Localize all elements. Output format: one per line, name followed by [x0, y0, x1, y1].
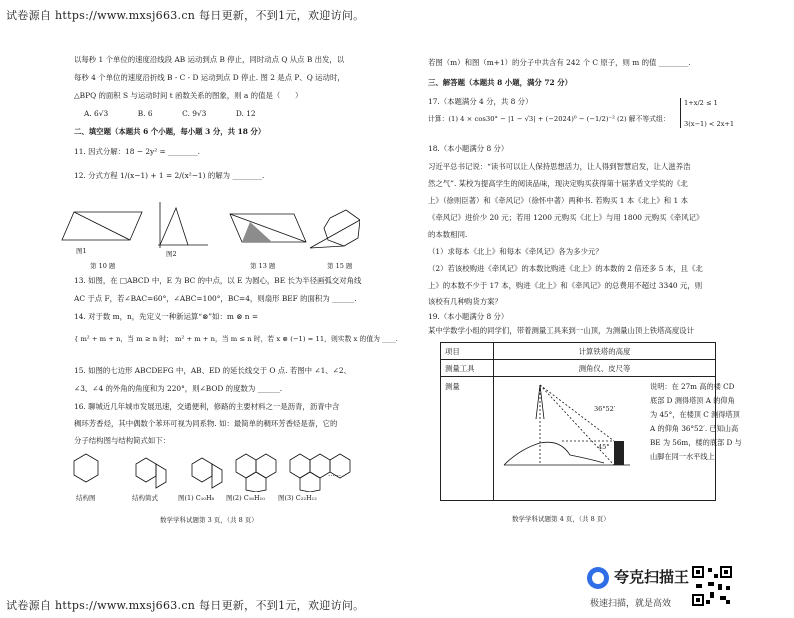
- text-line: 13. 如图，在 □ABCD 中，E 为 BC 的中点，以 E 为圆心，BE 长为半径画弧交对角线: [74, 276, 362, 285]
- source-banner-bottom: 试卷源自 https://www.mxsj663.cn 每日更新，不到1元，欢迎访问。: [6, 599, 365, 612]
- inequality-2: 3(x−1) < 2x+1: [684, 120, 735, 128]
- inequality-1: 1+x/2 ≤ 1: [684, 99, 718, 107]
- fig-label: 图1: [76, 247, 87, 255]
- benzene-label: ……: [328, 470, 341, 478]
- question-17: 计算：(1) 4 × cos30° − |1 − √3| + (−2024)⁰ − (−1/2)⁻² (2) 解不等式组：: [428, 115, 670, 123]
- text-line: 该校有几种购货方案？: [428, 297, 502, 306]
- table-cell: 项目: [441, 343, 494, 360]
- section-heading: 二、填空题（本题共 6 个小题，每小题 3 分，共 18 分）: [74, 127, 266, 136]
- scanner-logo-slogan: 极速扫描，就是高效: [590, 599, 672, 609]
- figures-row: [60, 200, 360, 268]
- fig-caption: 第 13 题: [250, 262, 276, 270]
- text-line: { m² + m + n，当 m ≥ n 时； m² + m + n，当 m ≤ n 时，若 x ⊗ (−1) = 11，则实数 x 的值为 ____.: [74, 335, 398, 343]
- benzene-label: 结构简式: [132, 494, 158, 502]
- benzene-label: 结构图: [76, 494, 96, 502]
- text-line: 以每秒 1 个单位的速度沿线段 AB 运动到点 B 停止，同时动点 Q 从点 B 出发，以: [74, 55, 345, 64]
- tower-diagram: [500, 379, 632, 499]
- fig-label: 图2: [166, 250, 177, 258]
- fig-caption: 第 15 题: [327, 262, 353, 270]
- text-line: 上》的本数不少于 17 本，购进《北上》和《牵风记》的总费用不超过 3340 元，则: [428, 281, 703, 290]
- source-banner-top: 试卷源自 https://www.mxsj663.cn 每日更新，不到1元，欢迎访问。: [6, 9, 365, 22]
- text-line: 每秒 4 个单位的速度沿折线 B - C - D 运动到点 D 停止. 图 2 是点 P、Q 运动时，: [74, 73, 345, 82]
- question-19-title: 19.（本小题满分 8 分）: [428, 312, 509, 321]
- table-cell: 计算铁塔的高度: [494, 343, 716, 360]
- question-17-title: 17.（本题满分 4 分，共 8 分）: [428, 97, 533, 106]
- text-line: 然之气”. 某校为提高学生的阅读品味，现决定购买获得第十届茅盾文学奖的《北: [428, 179, 688, 188]
- benzene-label: 图(2) C₁₆H₁₀: [226, 494, 265, 502]
- measurement-description: 说明：在 27m 高的楼 CD 底部 D 测得塔顶 A 的仰角 为 45°，在楼顶 C 测得塔顶 A 的仰角 36°52′. 已知山高 BE 为 56m，楼的底部 D 与 山脚在同一水平线上: [650, 382, 742, 461]
- angle-label: 36°52′: [594, 405, 616, 413]
- fig-caption: 第 10 题: [90, 262, 116, 270]
- table-cell: 测量工具: [441, 360, 494, 377]
- text-line: 分子结构图与结构简式如下：: [74, 436, 171, 445]
- scanner-logo-icon: [587, 567, 609, 589]
- text-line: 14. 对于数 m，n，先定义一种新运算“⊗”如：m ⊗ n =: [74, 312, 259, 321]
- page-footer: 数学学科试题第 3 页，（共 8 页）: [160, 516, 258, 524]
- text-line: △BPQ 的面积 S 与运动时间 t 函数关系的图象，则 a 的值是（ ）: [74, 91, 303, 100]
- benzene-figures: [64, 450, 364, 492]
- text-line: （2）若该校购进《牵风记》的本数比购进《北上》的本数的 2 倍还多 5 本，且《北: [428, 264, 703, 273]
- table-cell: 测角仪、皮尺等: [494, 360, 716, 377]
- text-line: 若图（m）和图（m+1）的分子中共含有 242 个 C 原子，则 m 的值 ________.: [428, 58, 691, 67]
- heptagon-figure: [324, 210, 360, 246]
- text-line: AC 于点 F，若∠BAC=60°，∠ABC=100°，BC=4，则扇形 BEF 的面积为 ______.: [74, 294, 357, 303]
- text-line: 16. 聊城近几年城市发展迅速，交通便利，修路的主要材料之一是沥青，沥青中含: [74, 402, 340, 411]
- section-heading: 三、解答题（本题共 8 小题，满分 72 分）: [428, 78, 572, 87]
- angle-label: 45°: [598, 443, 610, 451]
- question-18-title: 18.（本小题满分 8 分）: [428, 144, 509, 153]
- text-line: 的本数相同.: [428, 230, 468, 239]
- qr-code: [692, 566, 732, 606]
- text-line: 《牵风记》进价少 20 元；若用 1200 元购买《北上》与用 1800 元购买《牵风记》: [428, 213, 704, 222]
- text-line: 15. 如图的七边形 ABCDEFG 中，AB、ED 的延长线交于 O 点. 若图中 ∠1、∠2、: [74, 366, 351, 375]
- table-cell: 测量: [441, 377, 494, 501]
- benzene-label: 图(3) C₂₂H₁₂: [278, 494, 317, 502]
- question-11: 11. 因式分解：18 − 2y² = ________.: [74, 147, 200, 156]
- text-line: 上》（徐则臣著）和《牵风记》（徐怀中著）两种书. 若购买 1 本《北上》和 1 本: [428, 196, 688, 205]
- question-12: 12. 分式方程 1/(x−1) + 1 = 2/(x²−1) 的解为 ________.: [74, 171, 265, 180]
- text-line: 某中学数学小组的同学们，带着测量工具来到一山顶，为测量山顶上铁塔高度设计: [428, 326, 695, 335]
- brace: [680, 98, 683, 128]
- text-line: （1）求每本《北上》和每本《牵风记》各为多少元？: [428, 247, 603, 256]
- measurement-table: [440, 342, 742, 501]
- page-footer: 数学学科试题第 4 页，（共 8 页）: [512, 515, 610, 523]
- benzene-label: 图(1) C₁₀H₈: [178, 494, 215, 502]
- text-line: 稠环芳香烃，其中偶数个苯环可视为同系物. 如：最简单的稠环芳香烃是萘，它的: [74, 419, 338, 428]
- graph-curve: [160, 208, 188, 245]
- text-line: ∠3、∠4 的外角的角度和为 220°，则∠BOD 的度数为 ______.: [74, 384, 283, 393]
- answer-options: A. 6√3 B. 6 C. 9√3 D. 12: [84, 109, 256, 118]
- text-line: 习近平总书记说：“读书可以让人保持思想活力，让人得到智慧启发，让人滋养浩: [428, 162, 691, 171]
- scanner-logo-name: 夸克扫描王: [614, 568, 690, 586]
